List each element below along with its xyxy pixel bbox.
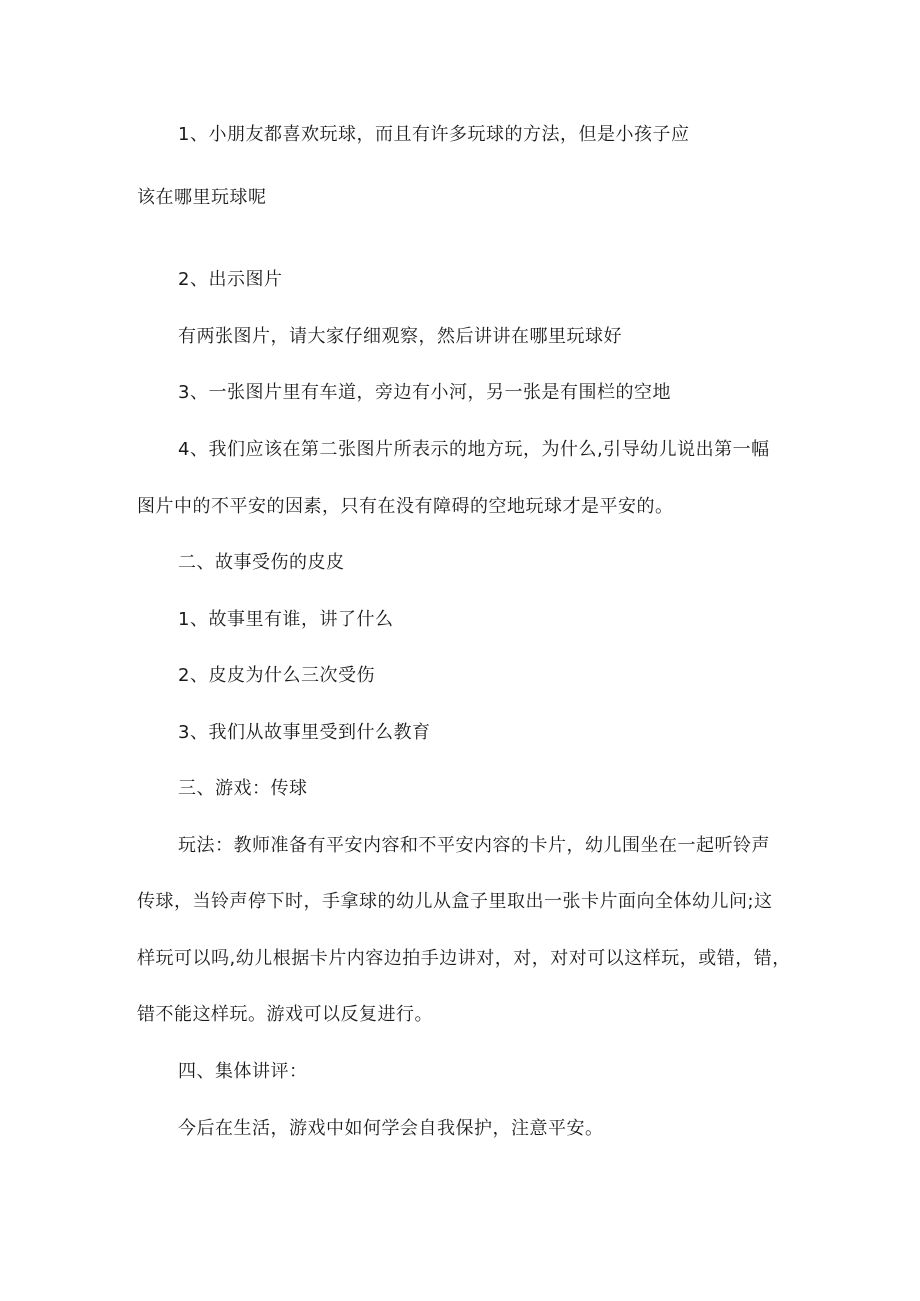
paragraph-line: 今后在生活，游戏中如何学会自我保护，注意平安。 xyxy=(178,1118,604,1139)
list-item: 3、我们从故事里受到什么教育 xyxy=(178,722,431,743)
paragraph-line: 1、小朋友都喜欢玩球，而且有许多玩球的方法，但是小孩子应 xyxy=(178,124,690,145)
list-item: 2、出示图片 xyxy=(178,269,283,290)
list-item: 3、一张图片里有车道，旁边有小河，另一张是有围栏的空地 xyxy=(178,382,671,403)
paragraph-line: 错不能这样玩。游戏可以反复进行。 xyxy=(137,1004,433,1025)
paragraph-line: 传球，当铃声停下时，手拿球的幼儿从盒子里取出一张卡片面向全体幼儿问;这 xyxy=(137,891,773,912)
list-item: 2、皮皮为什么三次受伤 xyxy=(178,665,375,686)
paragraph-line: 有两张图片，请大家仔细观察，然后讲讲在哪里玩球好 xyxy=(178,326,622,347)
section-heading: 四、集体讲评： xyxy=(178,1061,308,1082)
list-item: 1、故事里有谁，讲了什么 xyxy=(178,609,394,630)
paragraph-line: 样玩可以吗,幼儿根据卡片内容边拍手边讲对，对，对对可以这样玩，或错，错， xyxy=(137,948,791,969)
paragraph-line: 图片中的不平安的因素，只有在没有障碍的空地玩球才是平安的。 xyxy=(137,496,674,517)
section-heading: 三、游戏：传球 xyxy=(178,778,308,799)
list-item: 4、我们应该在第二张图片所表示的地方玩，为什么,引导幼儿说出第一幅 xyxy=(178,439,770,460)
section-heading: 二、故事受伤的皮皮 xyxy=(178,552,345,573)
paragraph-line: 玩法：教师准备有平安内容和不平安内容的卡片，幼儿围坐在一起听铃声 xyxy=(178,835,770,856)
paragraph-line: 该在哪里玩球呢 xyxy=(137,187,267,208)
